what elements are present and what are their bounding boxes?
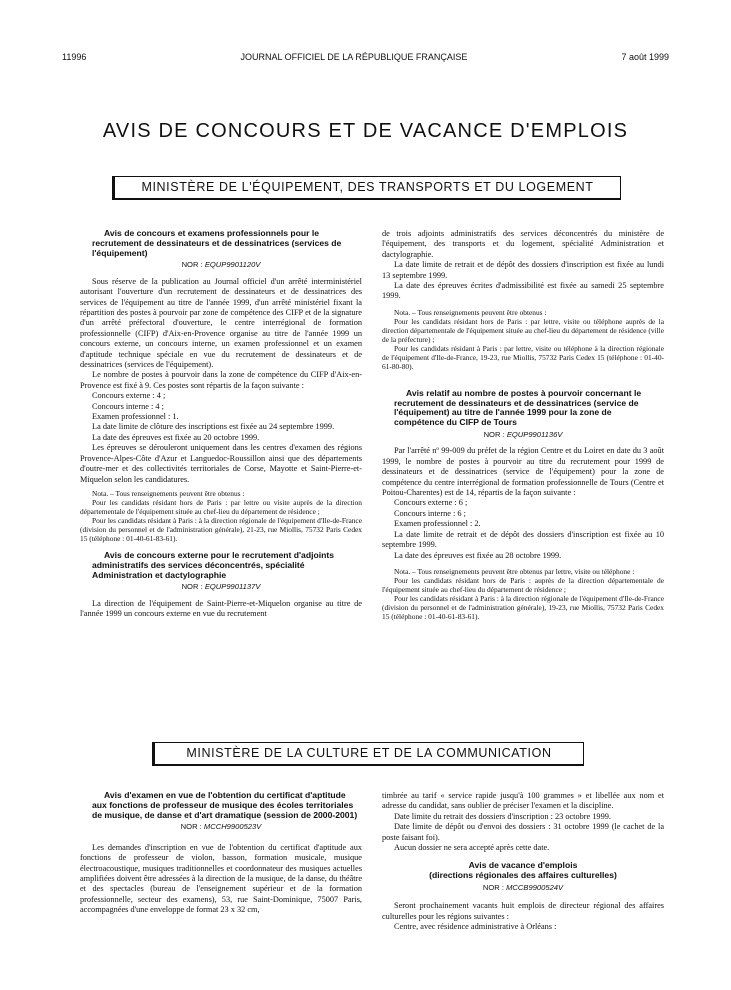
paragraph: Date limite du retrait des dossiers d'inscription : 23 octobre 1999. — [394, 811, 611, 821]
paragraph: La date des épreuves est fixée au 20 octobre 1999. — [92, 432, 260, 442]
nota-paragraph: Pour les candidats résidant hors de Paris : par lettre ou visite auprès de la direction départementale de l'équipement située au chef-lieu du département de résidence ; — [80, 497, 362, 516]
section2-right-column — [382, 791, 664, 933]
paragraph: Sous réserve de la publication au Journal officiel d'un arrêté interministériel autorisant l'ouverture d'un recrutement de dessinateurs et de dessinatrices des services de l'équipement au titre de l'année 1999, d'un arrêté ministériel fixant la répartition des postes à pourvoir par zone de compétence des CIFP et de la signature d'un arrêté préfectoral d'ouverture, le centre interrégional de formation professionnelle (CIFP) d'Aix-en-Provence organise au titre de l'année 1999 un concours externe, un concours interne, un examen professionnel et un examen d'aptitude technique spéciale en vue du recrutement de dessinateurs et de dessinatrices (services de l'équipement). — [80, 276, 362, 370]
nota-paragraph: Nota. – Tous renseignements peuvent être obtenus par lettre, visite ou téléphone : — [394, 566, 635, 576]
article-heading: Avis d'examen en vue de l'obtention du certificat d'aptitude aux fonctions de professeur de musique des écoles territoriales de musique, de danse et d'art dramatique (session de 2000-2001) — [92, 790, 358, 820]
ministry-box-equipement: MINISTÈRE DE L'ÉQUIPEMENT, DES TRANSPORTS ET DU LOGEMENT — [112, 176, 621, 200]
nor-label: NOR : — [181, 582, 203, 592]
ministry-box-culture: MINISTÈRE DE LA CULTURE ET DE LA COMMUNICATION — [152, 742, 584, 766]
paragraph: Aucun dossier ne sera accepté après cette date. — [394, 843, 550, 853]
article-subheading: (directions régionales des affaires culturelles) — [429, 870, 617, 881]
nor-code: EQUP9901120V — [204, 260, 261, 270]
list-item: Concours interne : 4 ; — [92, 401, 164, 411]
paragraph: Les épreuves se dérouleront uniquement dans les centres d'examen des régions Provence-Alpes-Côte d'Azur et Languedoc-Roussillon ainsi que des départements d'outre-mer et des collectivités territoriales de Corse, Mayotte et Saint-Pierre-et-Miquelon selon les candidatures. — [80, 443, 362, 484]
nota-paragraph: Pour les candidats résidant hors de Paris : auprès de la direction départementale de l'équipement située au chef-lieu du département de résidence ; — [382, 575, 664, 594]
nor-reference — [80, 260, 362, 270]
nor-reference — [382, 883, 664, 893]
paragraph: La date limite de retrait et de dépôt des dossiers d'inscription est fixée au 10 septembre 1999. — [382, 529, 664, 550]
article-heading: Avis de vacance d'emplois — [468, 860, 578, 871]
page-number: 11996 — [62, 52, 87, 62]
paragraph: La date des épreuves est fixée au 28 octobre 1999. — [394, 550, 562, 560]
paragraph: La date limite de clôture des inscriptions est fixée au 24 septembre 1999. — [92, 422, 335, 432]
nota-paragraph: Pour les candidats résidant à Paris : à la direction régionale de l'équipement d'Ile-de-France (division du personnel et de l'administration générale), 19-23, rue Miollis, 75732 Paris Cedex 15 (téléphone : 01-40-61-83-61). — [382, 593, 664, 621]
paragraph: timbrée au tarif « service rapide jusqu'à 100 grammes » et libellée aux nom et adresse du candidat, sans oublier de préciser l'examen et la discipline. — [382, 791, 664, 811]
list-item: Concours externe : 6 ; — [394, 498, 468, 508]
paragraph: Date limite de dépôt ou d'envoi des dossiers : 31 octobre 1999 (le cachet de la poste faisant foi). — [382, 822, 664, 842]
nor-reference — [382, 430, 664, 440]
nor-code: EQUP9901136V — [506, 430, 563, 440]
nota-paragraph: Nota. – Tous renseignements peuvent être obtenus : — [92, 488, 245, 498]
nota-paragraph: Pour les candidats résidant à Paris : à la direction régionale de l'équipement d'Ile-de-France (division du personnel et de l'administration générale), 21-23, rue Miollis, 75732 Paris Cedex 15 (téléphone : 01-40-61-83-61). — [80, 515, 362, 543]
paragraph: Par l'arrêté nº 99-009 du préfet de la région Centre et du Loiret en date du 3 août 1999, le nombre de postes à pourvoir au titre du recrutement pour 1999 de dessinateurs et de dessinatrices (service de l'équipement) pour la zone de compétence du centre interrégional de formation professionnelle de Tours (Centre et Poitou-Charentes) est de 14, répartis de la façon suivante : — [382, 446, 664, 498]
article-heading: Avis relatif au nombre de postes à pourvoir concernant le recrutement de dessinateurs et de dessinatrices (service de l'équipement) au titre de l'année 1999 pour la zone de compétence du CIFP de Tours — [394, 387, 642, 428]
paragraph: Les demandes d'inscription en vue de l'obtention du certificat d'aptitude aux fonctions de professeur de violon, basson, formation musicale, musique électroacoustique, musiques traditionnelles et coordonnateur des musiques actuelles amplifiées doivent être adressées à la direction de la musique, de la danse, du théâtre et des spectacles (bureau de l'enseignement supérieur et de la formation professionnelle, secteur des examens), 53, rue Saint-Dominique, 75007 Paris, accompagnées d'une enveloppe de format 23 x 32 cm, — [80, 842, 362, 915]
paragraph: Seront prochainement vacants huit emplois de directeur régional des affaires culturelles pour les régions suivantes : — [382, 901, 664, 921]
paragraph: La date limite de retrait et de dépôt des dossiers d'inscription est fixée au lundi 13 septembre 1999. — [382, 260, 664, 280]
article-heading: Avis de concours externe pour le recrutement d'adjoints administratifs des services déconcentrés, spécialité Administration et dactylographie — [92, 549, 334, 580]
list-item: Examen professionnel : 1. — [92, 412, 179, 422]
journal-name: JOURNAL OFFICIEL DE LA RÉPUBLIQUE FRANÇAISE — [240, 52, 468, 62]
nor-label: NOR : — [180, 822, 202, 832]
section1-left-column — [80, 229, 362, 620]
nota-paragraph: Pour les candidats résidant hors de Paris : par lettre, visite ou téléphone auprès de la direction départementale de l'équipement située au chef-lieu du département de résidence (ville de la préfecture) ; — [382, 316, 664, 344]
list-item: Concours interne : 6 ; — [394, 508, 466, 518]
list-item: Concours externe : 4 ; — [92, 391, 166, 401]
nor-reference — [80, 582, 362, 592]
nota-paragraph: Pour les candidats résidant à Paris : par lettre, visite ou téléphone à la direction régionale de l'équipement d'Ile-de-France, 19-23, rue Miollis, 75732 Paris Cedex 15 (téléphone : 01-40-61-80-80). — [382, 343, 664, 371]
page-title: AVIS DE CONCOURS ET DE VACANCE D'EMPLOIS — [102, 120, 629, 142]
nor-code: MCCH9900523V — [203, 822, 262, 832]
paragraph: La date des épreuves écrites d'admissibilité est fixée au samedi 25 septembre 1999. — [382, 281, 664, 301]
nor-label: NOR : — [181, 260, 203, 270]
nor-code: MCCB9900524V — [506, 883, 564, 893]
section1-right-column — [382, 229, 664, 621]
paragraph: La direction de l'équipement de Saint-Pierre-et-Miquelon organise au titre de l'année 1999 un concours externe en vue du recrutement — [80, 598, 362, 619]
paragraph: Le nombre de postes à pourvoir dans la zone de compétence du CIFP d'Aix-en-Provence est fixé à 9. Ces postes sont répartis de la façon suivante : — [80, 370, 362, 390]
nor-code: EQUP9901137V — [204, 582, 261, 592]
section2-left-column — [80, 791, 362, 916]
nor-label: NOR : — [482, 883, 504, 893]
publication-date: 7 août 1999 — [621, 52, 669, 62]
article-heading: Avis de concours et examens professionnels pour le recrutement de dessinateurs et de dessinatrices (services de l'équipement) — [92, 228, 342, 258]
nor-label: NOR : — [483, 430, 505, 440]
paragraph: Centre, avec résidence administrative à Orléans : — [394, 922, 557, 932]
running-header — [62, 52, 669, 62]
nota-paragraph: Nota. – Tous renseignements peuvent être obtenus : — [394, 307, 547, 317]
list-item: Examen professionnel : 2. — [394, 519, 481, 529]
paragraph: de trois adjoints administratifs des services déconcentrés du ministère de l'équipement, des transports et du logement, spécialité Administration et dactylographie. — [382, 229, 664, 259]
nor-reference — [80, 822, 362, 832]
